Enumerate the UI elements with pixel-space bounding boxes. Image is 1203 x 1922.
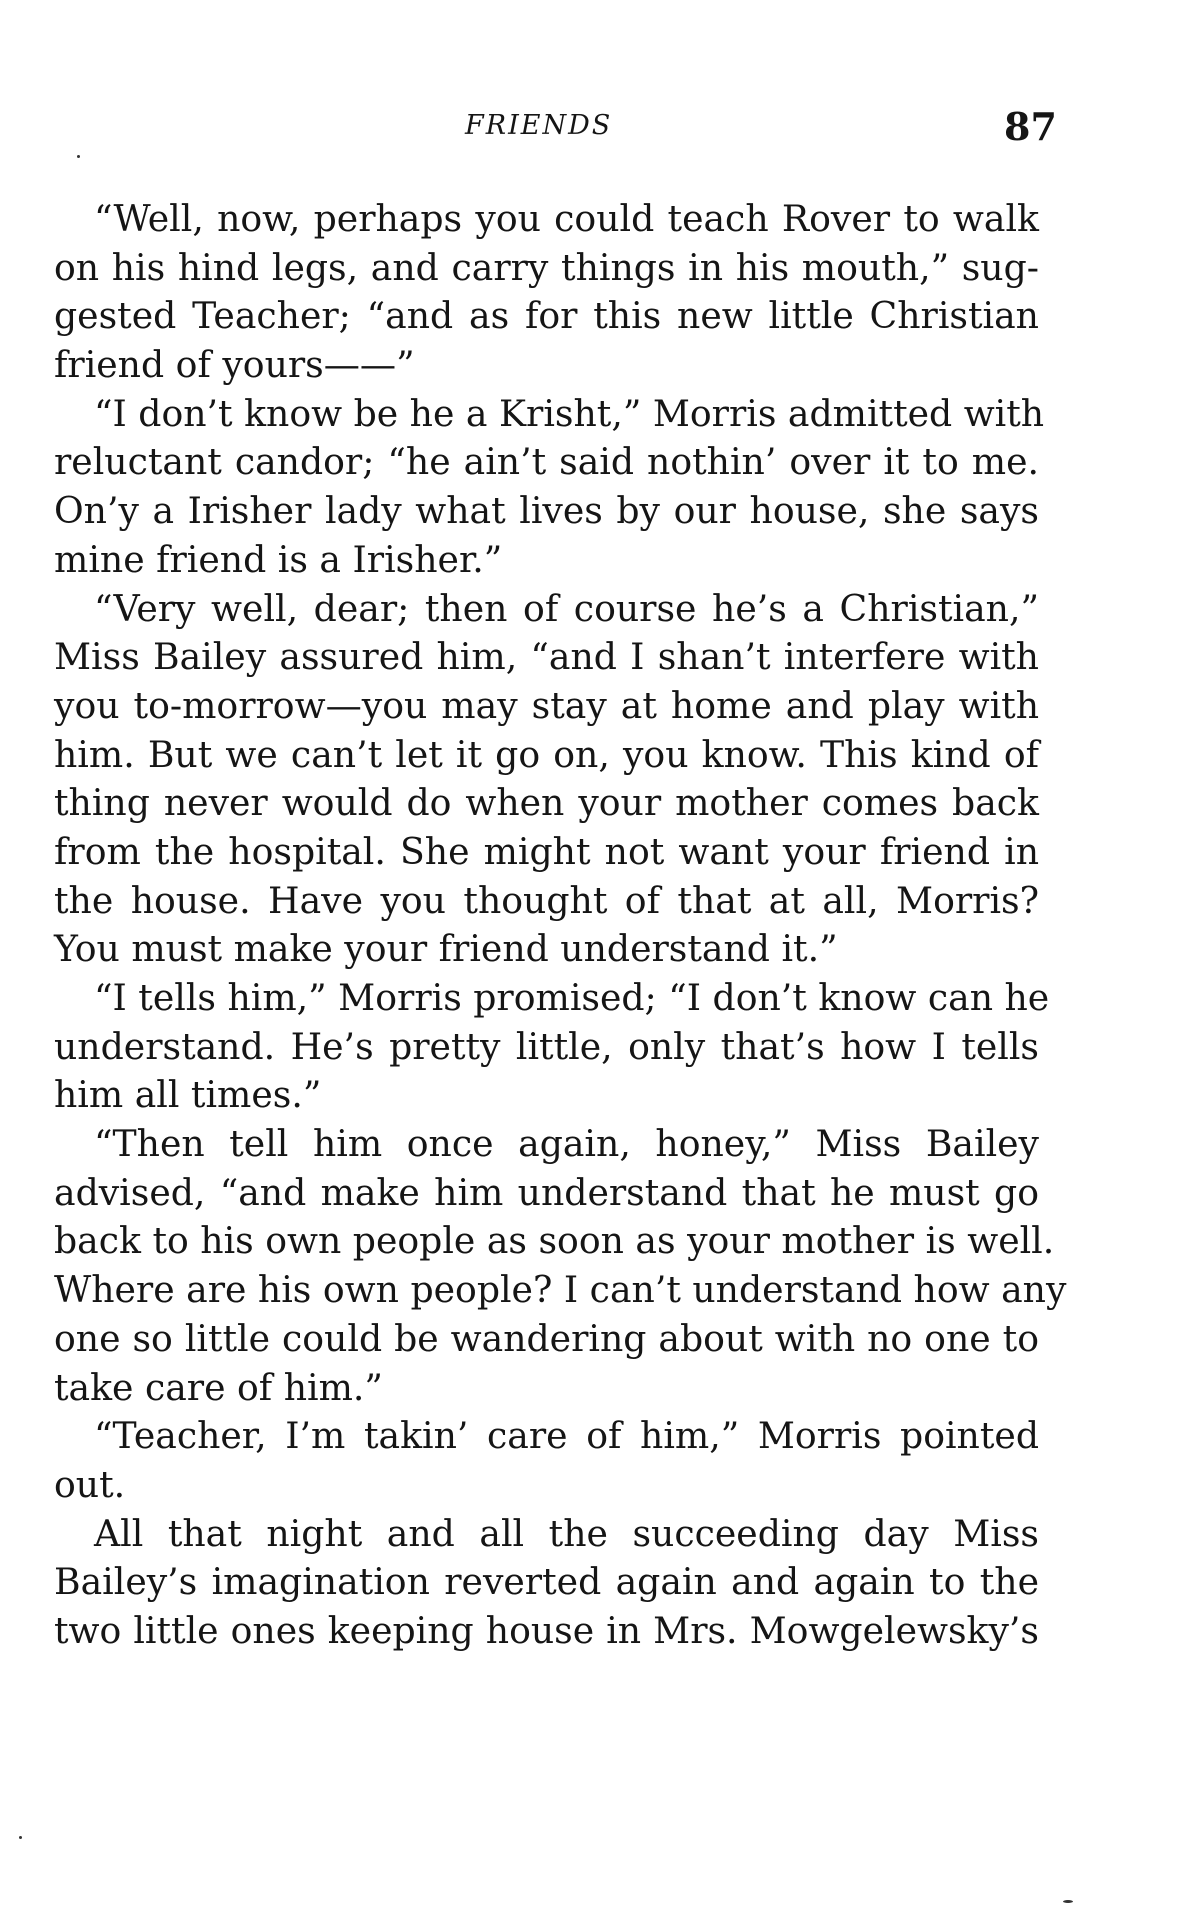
body-text — [54, 195, 1067, 1656]
text-line: Miss Bailey assured him, “and I shan’t interfere with — [54, 635, 1039, 679]
text-line: “Well, now, perhaps you could teach Rover to walk — [94, 197, 1039, 240]
text-line: Where are his own people? I can’t understand how any — [54, 1268, 1067, 1312]
text-line: him. But we can’t let it go on, you know. This kind of — [54, 732, 1039, 776]
scan-speck — [19, 1836, 22, 1839]
text-line: from the hospital. She might not want your friend in — [54, 829, 1039, 873]
text-line: you to-morrow—you may stay at home and play with — [54, 683, 1039, 727]
text-line: “Then tell him once again, honey,” Miss Bailey — [94, 1122, 1039, 1166]
text-line: friend of yours——” — [54, 343, 415, 387]
text-line: reluctant candor; “he ain’t said nothin’ over it to me. — [54, 440, 1039, 484]
text-line: “Teacher, I’m takin’ care of him,” Morris pointed — [94, 1414, 1039, 1458]
text-line: two little ones keeping house in Mrs. Mowgelewsky’s — [54, 1608, 1039, 1652]
text-line: On’y a Irisher lady what lives by our house, she says — [54, 489, 1039, 533]
text-line: him all times.” — [54, 1073, 322, 1117]
text-line: one so little could be wandering about with no one to — [54, 1316, 1039, 1360]
text-line: understand. He’s pretty little, only that’s how I tells — [54, 1024, 1039, 1068]
text-line: Bailey’s imagination reverted again and again to the — [54, 1560, 1039, 1604]
text-line: All that night and all the succeeding day Miss — [94, 1511, 1039, 1555]
text-line: advised, “and make him understand that he must go — [54, 1170, 1039, 1214]
text-line: “Very well, dear; then of course he’s a Christian,” — [94, 586, 1039, 630]
text-line: on his hind legs, and carry things in his mouth,” sug- — [54, 245, 1039, 289]
text-line: the house. Have you thought of that at all, Morris? — [54, 878, 1039, 922]
scan-speck — [1063, 1900, 1073, 1903]
text-line: back to his own people as soon as your mother is well. — [54, 1219, 1055, 1263]
text-line: take care of him.” — [54, 1365, 383, 1409]
text-line: thing never would do when your mother comes back — [54, 781, 1039, 825]
text-line: “I don’t know be he a Krisht,” Morris admitted with — [94, 391, 1045, 435]
text-line: mine friend is a Irisher.” — [54, 537, 503, 581]
text-line: gested Teacher; “and as for this new little Christian — [54, 294, 1039, 338]
text-line: You must make your friend understand it.” — [54, 927, 838, 971]
running-title: FRIENDS — [465, 110, 613, 141]
text-line: out. — [54, 1462, 126, 1506]
scan-speck — [77, 155, 80, 158]
page-number: 87 — [1004, 104, 1057, 149]
text-line: “I tells him,” Morris promised; “I don’t know can he — [94, 976, 1050, 1019]
